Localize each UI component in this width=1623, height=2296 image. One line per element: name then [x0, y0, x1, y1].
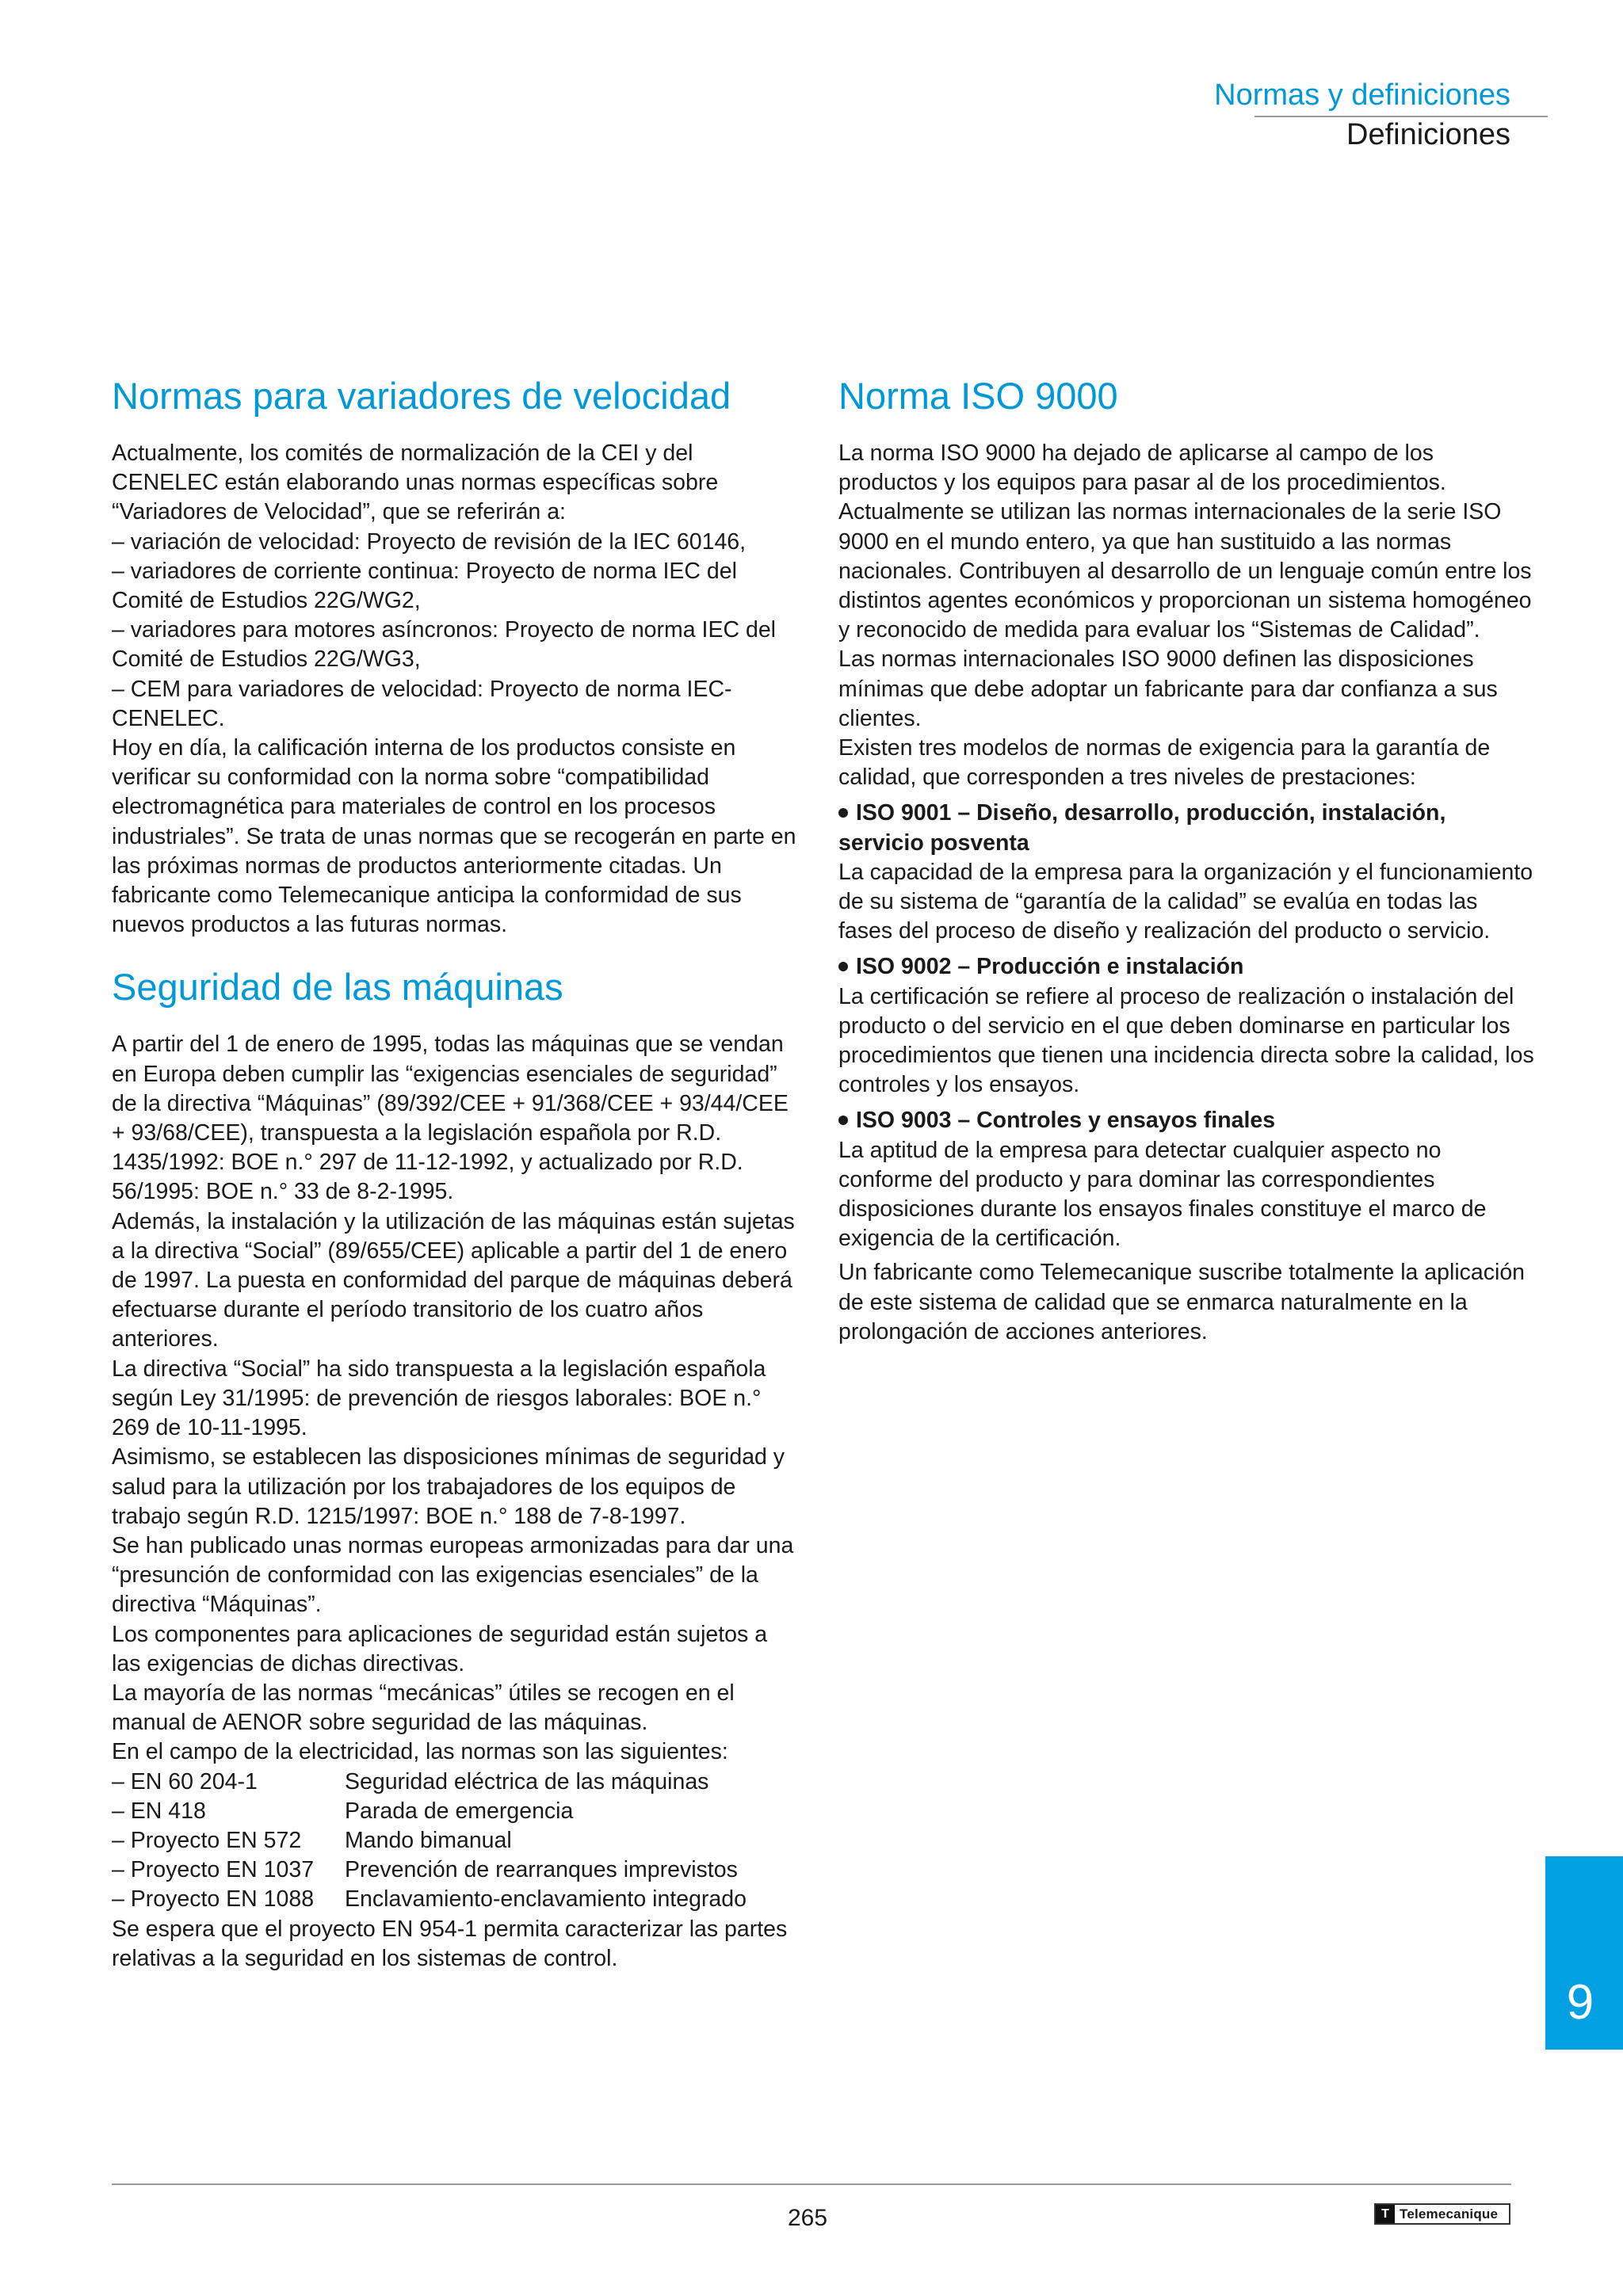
standard-row	[112, 1768, 801, 1797]
iso-heading-text: ISO 9002 – Producción e instalación	[856, 954, 1244, 980]
logo-text: Telemecanique	[1400, 2206, 1499, 2222]
standard-description: Enclavamiento-enclavamiento integrado	[345, 1886, 747, 1913]
standard-code: – Proyecto EN 1088	[112, 1886, 315, 1913]
standard-code: – Proyecto EN 1037	[112, 1857, 315, 1883]
paragraph: En el campo de la electricidad, las normas son las siguientes:	[112, 1739, 728, 1765]
paragraph: La certificación se refiere al proceso de realización o instalación del producto o del servicio en el que deben dominarse en particular los procedimientos que tienen una incidencia directa sobre la calidad, los controles y los ensayos.	[838, 983, 1534, 1098]
bullet-icon	[838, 962, 848, 971]
standard-code: – EN 60 204-1	[112, 1768, 258, 1794]
standard-description: Prevención de rearranques imprevistos	[345, 1857, 738, 1883]
paragraph: Los componentes para aplicaciones de seguridad están sujetos a las exigencias de dichas directivas.	[112, 1621, 768, 1676]
heading-iso-9000: Norma ISO 9000	[838, 375, 1118, 417]
paragraph: La norma ISO 9000 ha dejado de aplicarse al campo de los productos y los equipos para pasar al de los procedimientos.	[838, 441, 1446, 496]
standard-row	[112, 1797, 801, 1826]
paragraph: Además, la instalación y la utilización de las máquinas están sujetas a la directiva “Social” (89/655/CEE) aplicable a partir del 1 de enero de 1997. La puesta en conformidad del parque de máquinas deberá efectuarse durante el período transitorio de los cuatro años anteriores.	[112, 1208, 795, 1352]
standard-description: Seguridad eléctrica de las máquinas	[345, 1768, 709, 1794]
iso-9001-heading	[838, 799, 1536, 857]
iso-heading-text: ISO 9001 – Diseño, desarrollo, producción, instalación, servicio posventa	[838, 800, 1446, 856]
paragraph: Existen tres modelos de normas de exigencia para la garantía de calidad, que corresponden a tres niveles de prestaciones:	[838, 735, 1491, 791]
left-column	[112, 372, 801, 1974]
chapter-number: 9	[1566, 1975, 1594, 2030]
iso-9002-heading	[838, 952, 1536, 982]
heading-seguridad: Seguridad de las máquinas	[112, 966, 563, 1009]
bullet-icon	[838, 808, 848, 818]
standard-row	[112, 1826, 801, 1855]
page-header	[1214, 76, 1510, 154]
chapter-tab	[1545, 1856, 1623, 2050]
standard-code: – Proyecto EN 572	[112, 1827, 302, 1853]
standard-description: Mando bimanual	[345, 1827, 512, 1853]
paragraph: A partir del 1 de enero de 1995, todas las máquinas que se vendan en Europa deben cumplir las “exigencias esenciales de seguridad” de la directiva “Máquinas” (89/392/CEE + 91/368/CEE + 93/44/CEE + 93/68/CEE), transpuesta a la legislación española por R.D. 1435/1992: BOE n.° 297 de 11-12-1992, y actualizado por R.D. 56/1995: BOE n.° 33 de 8-2-1995.	[112, 1032, 789, 1205]
list-item: – CEM para variadores de velocidad: Proyecto de norma IEC-CENELEC.	[112, 676, 732, 731]
header-subsection-title: Definiciones	[1346, 118, 1510, 151]
standard-row	[112, 1885, 801, 1914]
header-section-title: Normas y definiciones	[1214, 78, 1510, 112]
bullet-icon	[838, 1116, 848, 1125]
paragraph: La mayoría de las normas “mecánicas” útiles se recogen en el manual de AENOR sobre seguridad de las máquinas.	[112, 1680, 735, 1736]
header-divider	[1254, 116, 1548, 117]
list-item: – variación de velocidad: Proyecto de revisión de la IEC 60146,	[112, 528, 747, 555]
footer-divider	[112, 2183, 1511, 2185]
paragraph: Las normas internacionales ISO 9000 definen las disposiciones mínimas que debe adoptar un fabricante para dar confianza a sus clientes.	[838, 646, 1498, 731]
standard-code: – EN 418	[112, 1798, 206, 1824]
paragraph: Un fabricante como Telemecanique suscribe totalmente la aplicación de este sistema de calidad que se enmarca naturalmente en la prolongación de acciones anteriores.	[838, 1260, 1526, 1344]
page-number: 265	[788, 2205, 828, 2231]
list-item: – variadores de corriente continua: Proyecto de norma IEC del Comité de Estudios 22G/WG2,	[112, 558, 737, 614]
iso-9003-heading	[838, 1106, 1536, 1135]
paragraph: La aptitud de la empresa para detectar cualquier aspecto no conforme del producto y para dominar las correspondientes disposiciones durante los ensayos finales constituye el marco de exigencia de la certificación.	[838, 1137, 1487, 1252]
right-column	[838, 372, 1536, 1347]
paragraph: La capacidad de la empresa para la organización y el funcionamiento de su sistema de “garantía de la calidad” se evalúa en todas las fases del proceso de diseño y realización del producto o servicio.	[838, 859, 1533, 944]
logo-mark-icon: T	[1376, 2205, 1395, 2223]
paragraph: Se han publicado unas normas europeas armonizadas para dar una “presunción de conformidad con las exigencias esenciales” de la directiva “Máquinas”.	[112, 1532, 794, 1618]
standard-row	[112, 1855, 801, 1885]
list-item: – variadores para motores asíncronos: Proyecto de norma IEC del Comité de Estudios 22G/WG3,	[112, 617, 776, 673]
standards-list	[112, 1768, 801, 1915]
paragraph: Actualmente se utilizan las normas internacionales de la serie ISO 9000 en el mundo entero, ya que han sustituido a las normas nacionales. Contribuyen al desarrollo de un lenguaje común entre los distintos agentes económicos y proporcionan un sistema homogéneo y reconocido de medida para evaluar los “Sistemas de Calidad”.	[838, 499, 1532, 643]
standard-description: Parada de emergencia	[345, 1798, 574, 1824]
paragraph: Hoy en día, la calificación interna de los productos consiste en verificar su conformidad con la norma sobre “compatibilidad electromagnética para materiales de control en los procesos industriales”. Se trata de unas normas que se recogerán en parte en las próximas normas de productos anteriormente citadas. Un fabricante como Telemecanique anticipa la conformidad de sus nuevos productos a las futuras normas.	[112, 735, 796, 938]
iso-heading-text: ISO 9003 – Controles y ensayos finales	[856, 1108, 1276, 1134]
paragraph: Asimismo, se establecen las disposiciones mínimas de seguridad y salud para la utilización por los trabajadores de los equipos de trabajo según R.D. 1215/1997: BOE n.° 188 de 7-8-1997.	[112, 1444, 785, 1529]
paragraph: La directiva “Social” ha sido transpuesta a la legislación española según Ley 31/1995: de prevención de riesgos laborales: BOE n.° 269 de 10-11-1995.	[112, 1356, 766, 1441]
paragraph: Se espera que el proyecto EN 954-1 permita caracterizar las partes relativas a la seguridad en los sistemas de control.	[112, 1916, 788, 1971]
telemecanique-logo	[1374, 2203, 1510, 2225]
paragraph: Actualmente, los comités de normalización de la CEI y del CENELEC están elaborando unas normas específicas sobre “Variadores de Velocidad”, que se referirán a:	[112, 441, 719, 525]
heading-variadores: Normas para variadores de velocidad	[112, 375, 731, 417]
